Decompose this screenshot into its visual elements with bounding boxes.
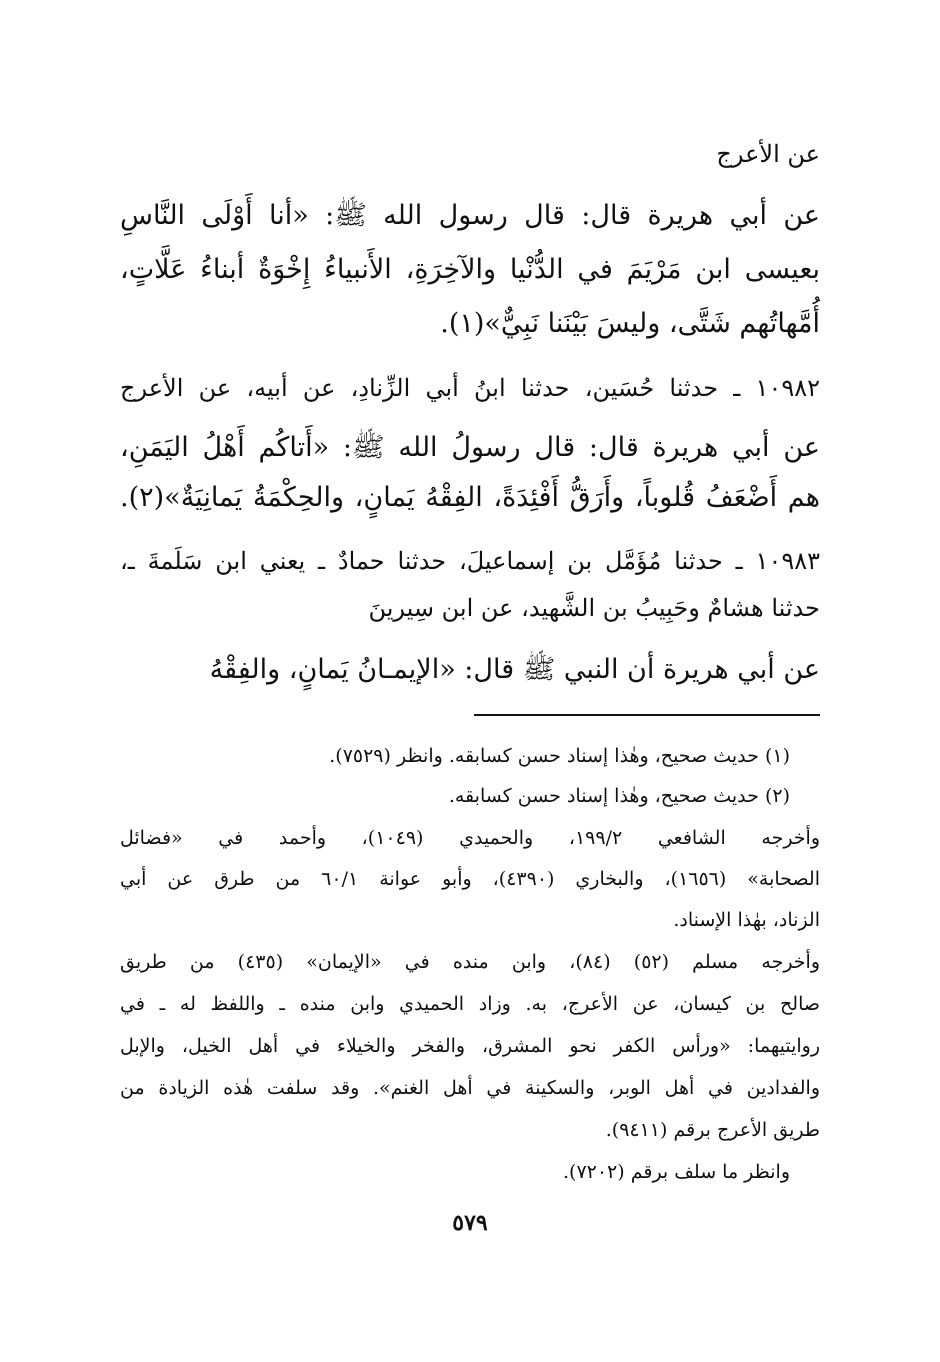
footnote-line: (١) حديث صحيح، وهٰذا إسناد حسن كسابقه. وانظر (٧٥٢٩). (329, 745, 790, 767)
main-text-line: عن الأعرج (716, 140, 820, 168)
hadith-line: عن أبي هريرة قال: قال رسولُ الله ﷺ: «أَتاكُم أَهْلُ اليَمَنِ، (120, 432, 820, 463)
footnote-line: والفدادين في أهل الوبر، والسكينة في أهل الغنم». وقد سلفت هٰذه الزيادة من (120, 1077, 820, 1099)
page-number: ٥٧٩ (452, 1210, 488, 1236)
footnote-line: طريق الأعرج برقم (٩٤١١). (605, 1119, 820, 1141)
hadith-line: عن أبي هريرة أن النبي ﷺ قال: «الإيمـانُ يَمانٍ، والفِقْهُ (209, 654, 820, 685)
isnad-line: ١٠٩٨٢ ـ حدثنا حُسَين، حدثنا ابنُ أبي الزِّنادِ، عن أبيه، عن الأعرج (120, 374, 820, 402)
footnote-line: وأخرجه مسلم (٥٢) (٨٤)، وابن منده في «الإيمان» (٤٣٥) من طريق (120, 951, 820, 973)
hadith-line: بعيسى ابن مَرْيَمَ في الدُّنْيا والآخِرَةِ، الأَنبياءُ إِخْوَةٌ أبناءُ عَلَّاتٍ، (120, 254, 820, 285)
hadith-line: أُمَّهاتُهم شَتَّى، وليسَ بَيْنَنا نَبِيٌّ»(١). (440, 308, 820, 339)
footnote-line: الصحابة» (١٦٥٦)، والبخاري (٤٣٩٠)، وأبو عوانة ٦٠/١ من طرق عن أبي (120, 868, 820, 890)
footnote-divider (474, 714, 820, 716)
footnote-line: وانظر ما سلف برقم (٧٢٠٢). (562, 1161, 790, 1183)
footnote-line: الزناد، بهٰذا الإسناد. (673, 909, 820, 931)
isnad-line: ١٠٩٨٣ ـ حدثنا مُؤَمَّل بن إسماعيلَ، حدثنا حمادٌ ـ يعني ابن سَلَمةَ ـ، (120, 547, 820, 575)
footnote-line: صالح بن كيسان، عن الأعرج، به. وزاد الحميدي وابن منده ـ واللفظ له ـ في (120, 993, 820, 1015)
isnad-line: حدثنا هشامٌ وحَبِيبُ بن الشَّهيد، عن ابن سِيرينَ (368, 594, 820, 622)
footnote-line: وأخرجه الشافعي ١٩٩/٢، والحميدي (١٠٤٩)، وأحمد في «فضائل (120, 827, 821, 849)
footnote-line: (٢) حديث صحيح، وهٰذا إسناد حسن كسابقه. (448, 785, 790, 807)
footnote-line: روايتيهما: «ورأس الكفر نحو المشرق، والفخر والخيلاء في أهل الخيل، والإبل (120, 1035, 820, 1057)
hadith-line: عن أبي هريرة قال: قال رسول الله ﷺ: «أنا أَوْلَى النَّاسِ (120, 200, 820, 231)
hadith-line: هم أَضْعَفُ قُلوباً، وأَرَقُّ أَفْئِدَةً، الفِقْهُ يَمانٍ، والحِكْمَةُ يَمانِيَةٌ»(٢). (120, 482, 820, 513)
